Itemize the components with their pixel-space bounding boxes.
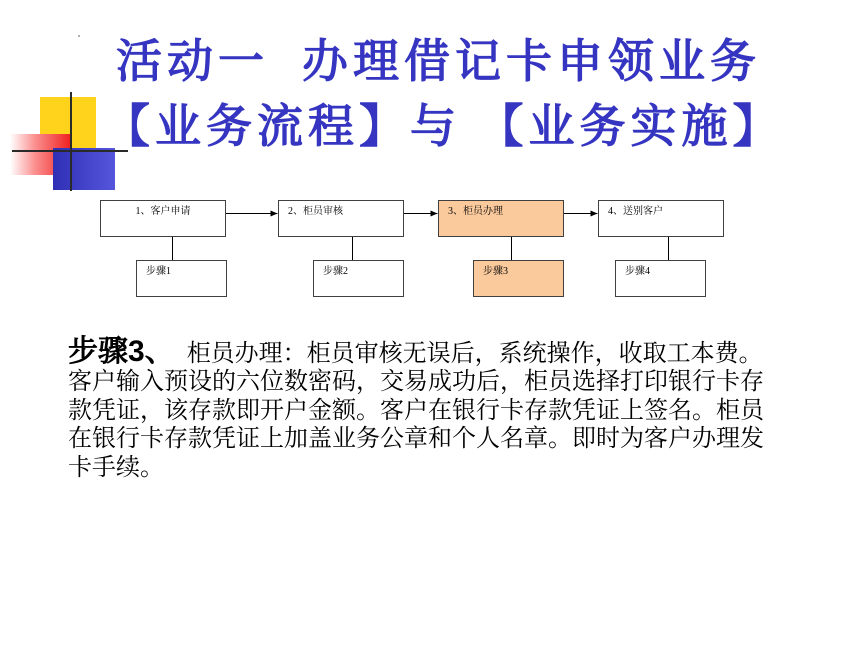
flow-step-box-2 [278,200,404,237]
decoration-blue-square [53,148,115,190]
slide-title-line-2: 【业务流程】与 【业务实施】 [104,101,784,152]
body-line-3: 款凭证，该存款即开户金额。客户在银行卡存款凭证上签名。柜员 [68,397,764,424]
flow-step-box-1 [100,200,226,237]
body-line-4: 在银行卡存款凭证上加盖业务公章和个人名章。即时为客户办理发 [68,426,764,452]
flow-step-box-3 [438,200,564,237]
body-line-2: 客户输入预设的六位数密码，交易成功后，柜员选择打印银行卡存 [68,369,764,395]
flow-substep-box-4 [615,260,706,297]
body-line-5: 卡手续。 [68,454,164,481]
flow-substep-label: 步骤2 [323,266,348,277]
slide-title-line-1: 活动一 办理借记卡申领业务 [116,36,761,87]
flow-step-label: 2、柜员审核 [288,206,343,217]
flow-substep-label: 步骤3 [483,266,508,277]
flow-substep-box-1 [136,260,227,297]
body-paragraph [68,368,764,482]
body-line-1: 柜员办理：柜员审核无误后，系统操作，收取工本费。 [186,341,763,367]
body-heading: 步骤3、 [68,335,175,368]
flow-substep-box-3 [473,260,564,297]
stray-dot [78,35,80,37]
flow-substep-label: 步骤1 [146,266,171,277]
flow-step-label: 3、柜员办理 [448,206,503,217]
body-first-line [68,334,763,370]
decoration-vertical-line [70,92,72,191]
flow-substep-label: 步骤4 [625,266,650,277]
flow-substep-box-2 [313,260,404,297]
flow-step-label: 4、送别客户 [608,206,663,217]
flow-step-box-4 [598,200,724,237]
flow-step-label: 1、客户申请 [135,206,191,217]
